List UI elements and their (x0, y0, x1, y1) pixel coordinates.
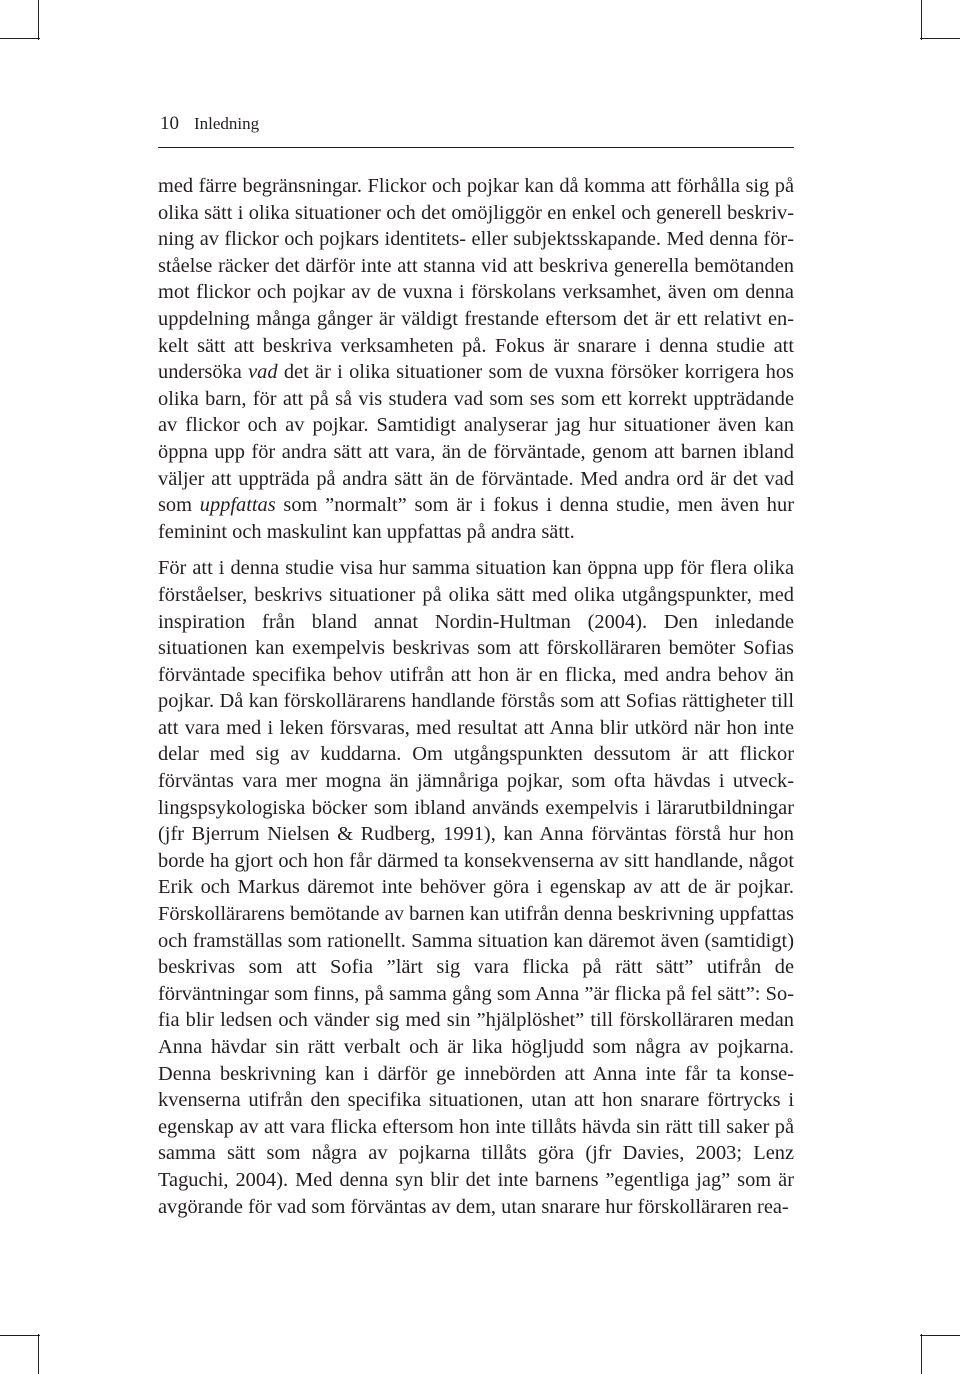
crop-mark-bottom-right (921, 1334, 922, 1374)
crop-mark-bottom-right-horizontal (920, 1335, 960, 1336)
emphasis-uppfattas: uppfattas (199, 494, 276, 517)
paragraph-1 (158, 173, 794, 545)
paragraph-1-part-3: som ”normalt” som är i fokus i denna studie, men även hur feminint och maskulint kan uppfattas på andra sätt. (158, 494, 794, 543)
crop-mark-top-right-horizontal (920, 38, 960, 39)
page-number: 10 (160, 113, 179, 134)
paragraph-2: För att i denna studie visa hur samma situation kan öppna upp för flera olika förståelser, beskrivs situationer på olika sätt med olika utgångspunkter, med inspiration från bland annat Nordin-Hultman (2004). Den inledande situationen kan exempelvis beskrivas som att förskolläraren bemöter Sofias förväntade specifika behov utifrån att hon är en flicka, med andra behov än pojkar. Då kan förskollärarens handlande förstås som att Sofias rättigheter till att vara med i leken försvaras, med resultat att Anna blir utkörd när hon inte delar med sig av kuddarna. Om utgångspunkten dessutom är att flickor förväntas vara mer mogna än jämnåriga pojkar, som ofta hävdas i utvecklingspsykologiska böcker som ibland används exempelvis i lärarutbildningar (jfr Bjerrum Nielsen & Rudberg, 1991), kan Anna förväntas förstå hur hon borde ha gjort och hon får därmed ta konsekvenserna av sitt handlande, något Erik och Markus däremot inte behöver göra i egenskap av att de är pojkar. Förskollärarens bemötande av barnen kan utifrån denna beskrivning uppfattas och framställas som rationellt. Samma situation kan däremot även (samtidigt) beskrivas som att Sofia ”lärt sig vara flicka på rätt sätt” utifrån de förväntningar som finns, på samma gång som Anna ”är flicka på fel sätt”: Sofia blir ledsen och vänder sig med sin ”hjälplöshet” till förskolläraren medan Anna hävdar sin rätt verbalt och är lika högljudd som några av pojkarna. Denna beskrivning kan i därför ge innebörden att Anna inte får ta konsekvenserna utifrån den specifika situationen, utan att hon snarare förtrycks i egenskap av att vara flicka eftersom hon inte tillåts hävda sin rätt till saker på samma sätt som några av pojkarna tillåts göra (jfr Davies, 2003; Lenz Taguchi, 2004). Med denna syn blir det inte barnens ”egentliga jag” som är avgörande för vad som förväntas av dem, utan snarare hur förskolläraren rea- (158, 557, 794, 1218)
header-rule (158, 147, 794, 148)
body-text (158, 173, 794, 1220)
running-head: Inledning (194, 114, 260, 133)
crop-mark-top-left (38, 0, 39, 40)
crop-mark-bottom-left (38, 1334, 39, 1374)
paragraph-1-part-1: med färre begränsningar. Flickor och pojkar kan då komma att förhålla sig på olika sätt i olika situationer och det omöjliggör en enkel och generell beskrivning av flickor och pojkars identitets- eller subjektsskapande. Med denna förståelse räcker det därför inte att stanna vid att beskriva generella bemötanden mot flickor och pojkar av de vuxna i förskolans verksamhet, även om denna uppdelning många gånger är väldigt frestande eftersom det är ett relativt enkelt sätt att beskriva verksamheten på. Fokus är snarare i denna studie att undersöka (158, 175, 794, 384)
crop-mark-bottom-left-horizontal (0, 1335, 40, 1336)
emphasis-vad: vad (248, 361, 278, 384)
paragraph-1-part-2: det är i olika situationer som de vuxna försöker korrigera hos olika barn, för att på så vis studera vad som ses som ett korrekt uppträdande av flickor och av pojkar. Samtidigt analyserar jag hur situationer även kan öppna upp för andra sätt att vara, än de förväntade, genom att barnen ibland väljer att uppträda på andra sätt än de förväntade. Med andra ord är det vad som (158, 361, 794, 517)
page-header (160, 113, 259, 135)
crop-mark-top-left-horizontal (0, 38, 40, 39)
crop-mark-top-right (921, 0, 922, 40)
